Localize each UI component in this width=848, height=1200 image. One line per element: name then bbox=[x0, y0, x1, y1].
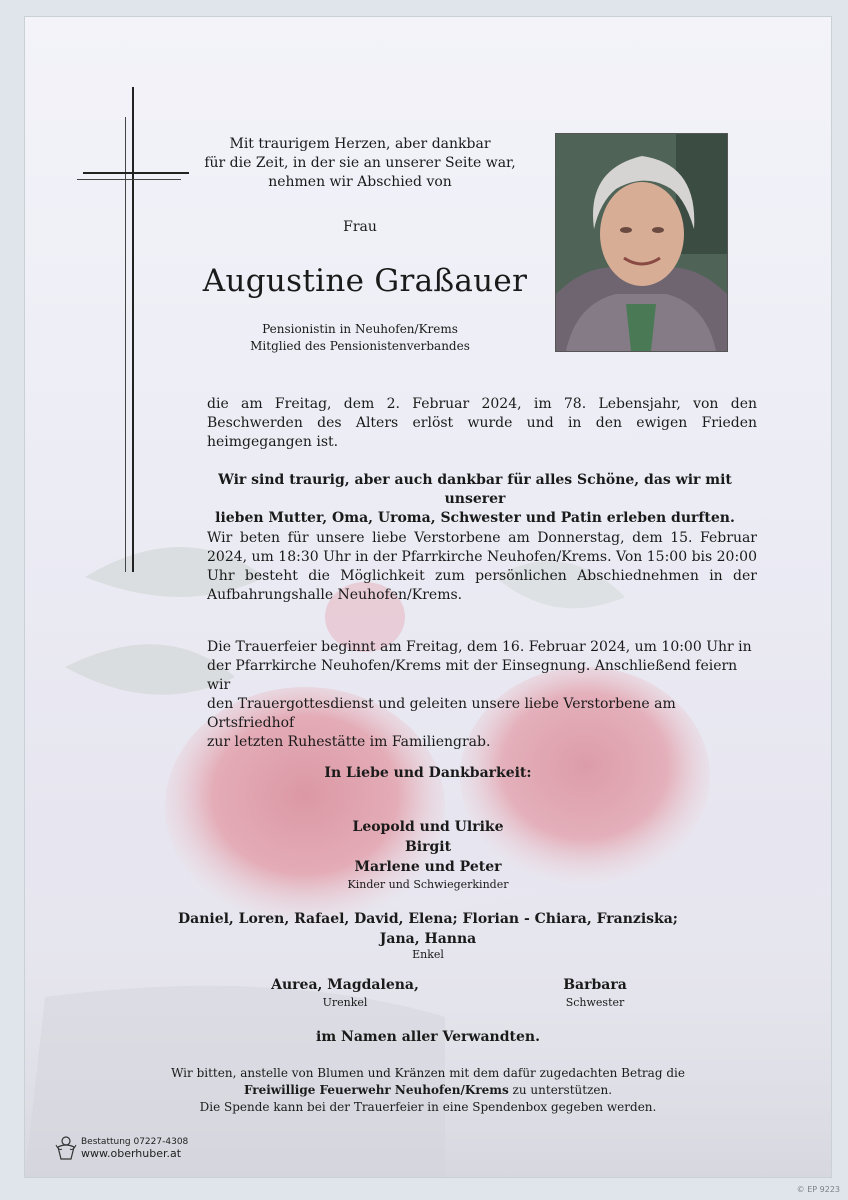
grandchildren-list bbox=[125, 909, 731, 949]
cross-horizontal-line bbox=[77, 179, 181, 180]
deceased-name: Augustine Graßauer bbox=[202, 263, 528, 299]
portrait-image bbox=[556, 134, 727, 351]
grandchildren-entry: Daniel, Loren, Rafael, David, Elena; Florian - Chiara, Franziska; bbox=[178, 911, 678, 927]
donation-line-2 bbox=[125, 1082, 731, 1099]
children-entry: Birgit bbox=[404, 839, 452, 855]
death-notice-paragraph: die am Freitag, dem 2. Februar 2024, im 78. Lebensjahr, von den Beschwerden des Alters erlöst wurde und in den ewigen Frieden heimgegangen ist. bbox=[207, 396, 757, 450]
sister-block bbox=[505, 975, 685, 1010]
funeral-paragraph bbox=[207, 638, 757, 752]
grandchildren-entry: Jana, Hanna bbox=[379, 931, 477, 947]
great-grandchildren-block bbox=[245, 975, 445, 1010]
funeral-line: Die Trauerfeier beginnt am Freitag, dem 16. Februar 2024, um 10:00 Uhr in bbox=[207, 639, 752, 655]
intro-line: nehmen wir Abschied von bbox=[268, 174, 452, 190]
children-list bbox=[125, 817, 731, 877]
footer-code: © EP 9223 bbox=[796, 1185, 840, 1194]
angel-icon bbox=[55, 1135, 77, 1161]
portrait-photo bbox=[555, 133, 728, 352]
donation-recipient: Freiwillige Feuerwehr Neuhofen/Krems bbox=[243, 1083, 509, 1097]
deceased-roles bbox=[190, 321, 530, 355]
web-prefix: www. bbox=[81, 1147, 111, 1160]
funeral-home-phone: Bestattung 07227-4308 bbox=[81, 1137, 189, 1147]
web-name: oberhuber bbox=[110, 1147, 167, 1160]
role-line: Mitglied des Pensionistenverbandes bbox=[250, 339, 470, 353]
great-grandchildren-label: Urenkel bbox=[322, 996, 368, 1009]
funeral-line: der Pfarrkirche Neuhofen/Krems mit der Einsegnung. Anschließend feiern wir bbox=[207, 658, 738, 693]
donation-line-1: Wir bitten, anstelle von Blumen und Kränzen mit dem dafür zugedachten Betrag die bbox=[171, 1066, 685, 1080]
grandchildren-label: Enkel bbox=[412, 948, 444, 961]
intro-line: Mit traurigem Herzen, aber dankbar bbox=[229, 136, 491, 152]
cross-horizontal-bar bbox=[83, 172, 189, 174]
gratitude-statement bbox=[195, 471, 755, 528]
intro-text bbox=[190, 135, 530, 192]
web-suffix: .at bbox=[166, 1147, 182, 1160]
role-line: Pensionistin in Neuhofen/Krems bbox=[262, 322, 458, 336]
cross-vertical-bar bbox=[132, 87, 134, 572]
funeral-home-text bbox=[81, 1137, 188, 1159]
funeral-line: den Trauergottesdienst und geleiten unsere liebe Verstorbene am Ortsfriedhof bbox=[207, 696, 676, 731]
prayer-paragraph: Wir beten für unsere liebe Verstorbene am Donnerstag, dem 15. Februar 2024, um 18:30 Uhr in der Pfarrkirche Neuhofen/Krems. Von 15:00 bis 20:00 Uhr besteht die Möglichkeit zum persönlichen Abschiednehmen in der Aufbahrungshalle Neuhofen/Krems. bbox=[207, 530, 757, 603]
cross-vertical-line bbox=[125, 117, 126, 572]
donation-note bbox=[125, 1065, 731, 1116]
gratitude-line: Wir sind traurig, aber auch dankbar für alles Schöne, das wir mit unserer bbox=[218, 472, 732, 507]
children-label: Kinder und Schwiegerkinder bbox=[347, 878, 509, 891]
relatives-line: im Namen aller Verwandten. bbox=[316, 1029, 540, 1045]
donation-line-2-rest: zu unterstützen. bbox=[508, 1083, 613, 1097]
funeral-line: zur letzten Ruhestätte im Familiengrab. bbox=[207, 734, 491, 750]
funeral-home-website bbox=[81, 1148, 188, 1159]
funeral-home-logo bbox=[55, 1135, 188, 1161]
salutation: Frau bbox=[343, 219, 377, 235]
love-line: In Liebe und Dankbarkeit: bbox=[324, 765, 532, 781]
intro-line: für die Zeit, in der sie an unserer Seite war, bbox=[204, 155, 516, 171]
children-entry: Leopold und Ulrike bbox=[352, 819, 504, 835]
sister-label: Schwester bbox=[565, 996, 625, 1009]
obituary-sheet bbox=[24, 16, 832, 1178]
children-entry: Marlene und Peter bbox=[354, 859, 502, 875]
great-grandchildren-names: Aurea, Magdalena, bbox=[271, 977, 419, 993]
gratitude-line: lieben Mutter, Oma, Uroma, Schwester und Patin erleben durften. bbox=[215, 510, 735, 526]
sister-name: Barbara bbox=[563, 977, 627, 993]
donation-line-3: Die Spende kann bei der Trauerfeier in eine Spendenbox gegeben werden. bbox=[199, 1100, 657, 1114]
